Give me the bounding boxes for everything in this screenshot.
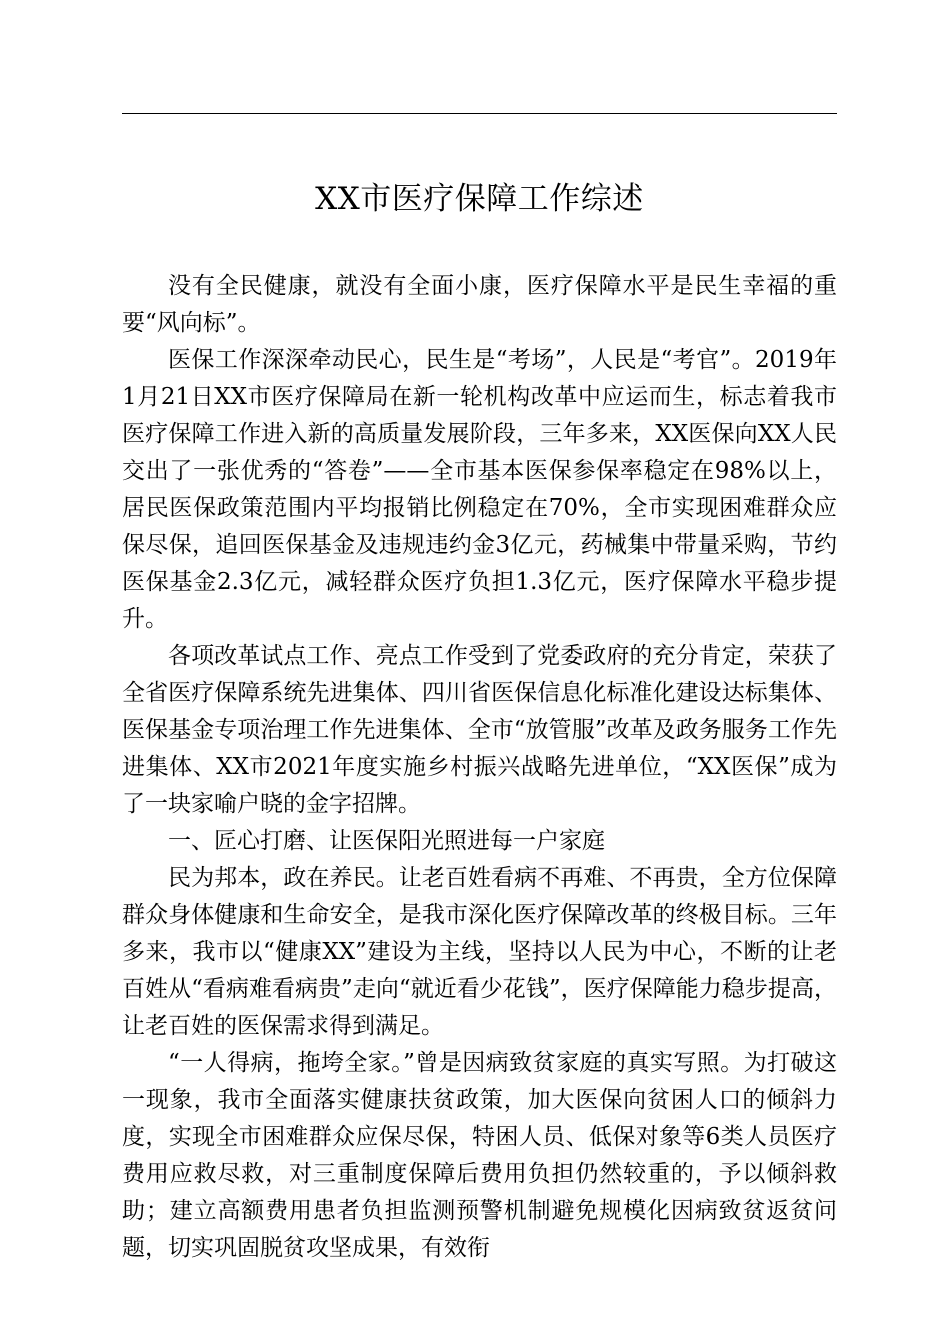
header-rule bbox=[122, 113, 837, 114]
paragraph-honors: 各项改革试点工作、亮点工作受到了党委政府的充分肯定，荣获了全省医疗保障系统先进集体、四川省医保信息化标准化建设达标集体、医保基金专项治理工作先进集体、全市“放管服”改革及政务服务工作先进集体、XX市2021年度实施乡村振兴战略先进单位，“XX医保”成为了一块家喻户晓的金字招牌。 bbox=[122, 643, 837, 817]
document-body bbox=[122, 268, 837, 1267]
document-title: XX市医疗保障工作综述 bbox=[315, 181, 644, 217]
paragraph-poverty-relief: “一人得病，拖垮全家。”曾是因病致贫家庭的真实写照。为打破这一现象，我市全面落实健康扶贫政策，加大医保向贫困人口的倾斜力度，实现全市困难群众应保尽保，特困人员、低保对象等6类人员医疗费用应救尽救，对三重制度保障后费用负担仍然较重的，予以倾斜救助；建立高额费用患者负担监测预警机制避免规模化因病致贫返贫问题，切实巩固脱贫攻坚成果，有效衔 bbox=[122, 1050, 837, 1261]
paragraph-goal: 民为邦本，政在养民。让老百姓看病不再难、不再贵，全方位保障群众身体健康和生命安全，是我市深化医疗保障改革的终极目标。三年多来，我市以“健康XX”建设为主线，坚持以人民为中心，不断的让老百姓从“看病难看病贵”走向“就近看少花钱”，医疗保障能力稳步提高，让老百姓的医保需求得到满足。 bbox=[122, 865, 837, 1039]
section-heading-1: 一、匠心打磨、让医保阳光照进每一户家庭 bbox=[168, 828, 605, 854]
paragraph-intro: 没有全民健康，就没有全面小康，医疗保障水平是民生幸福的重要“风向标”。 bbox=[122, 273, 837, 336]
paragraph-achievements: 医保工作深深牵动民心，民生是“考场”，人民是“考官”。2019年1月21日XX市医疗保障局在新一轮机构改革中应运而生，标志着我市医疗保障工作进入新的高质量发展阶段，三年多来，XX医保向XX人民交出了一张优秀的“答卷”——全市基本医保参保率稳定在98%以上，居民医保政策范围内平均报销比例稳定在70%，全市实现困难群众应保尽保，追回医保基金及违规违约金3亿元，药械集中带量采购，节约医保基金2.3亿元，减轻群众医疗负担1.3亿元，医疗保障水平稳步提升。 bbox=[122, 347, 837, 632]
